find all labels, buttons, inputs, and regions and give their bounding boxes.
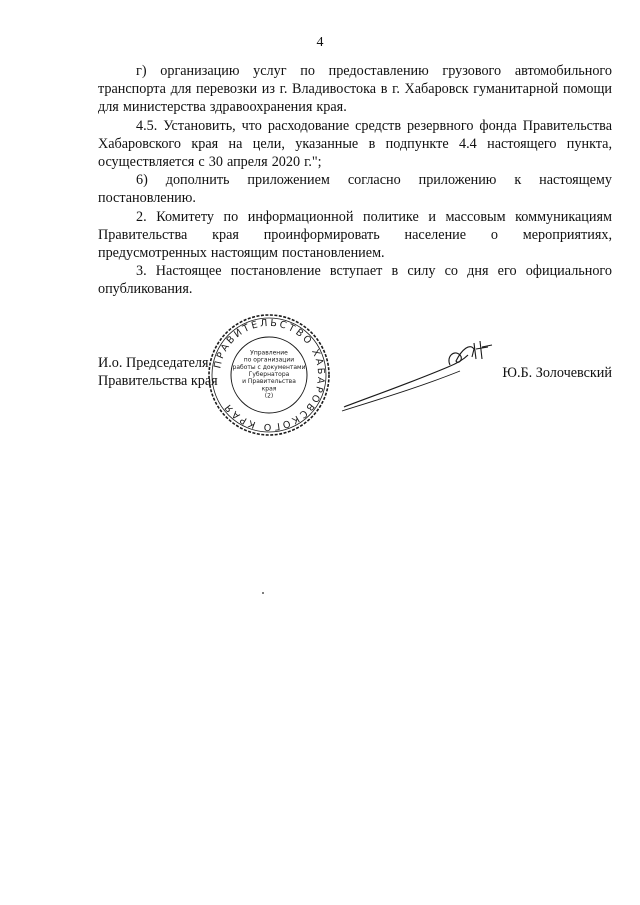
svg-text:ПРАВИТЕЛЬСТВО ХАБАРОВСКОГО КРА: ПРАВИТЕЛЬСТВО ХАБАРОВСКОГО КРАЯ	[212, 317, 327, 433]
official-seal	[206, 312, 332, 438]
svg-text:по организации: по организации	[243, 356, 295, 364]
signatory-position	[98, 354, 218, 390]
position-line: Правительства края	[98, 373, 218, 389]
svg-text:(2): (2)	[264, 392, 274, 400]
document-body	[98, 62, 612, 299]
svg-text:Управление: Управление	[250, 349, 288, 357]
svg-text:Губернатора: Губернатора	[248, 371, 290, 378]
paragraph: 6) дополнить приложением согласно приложению к настоящему постановлению.	[98, 172, 612, 207]
position-line: И.о. Председателя	[98, 355, 209, 371]
paragraph: 2. Комитету по информационной политике и массовым коммуникациям Правительства края проинформировать население о мероприятиях, предусмотренных настоящим постановлением.	[98, 208, 612, 262]
stray-dot	[262, 592, 264, 594]
page-number: 4	[316, 35, 324, 50]
svg-text:работы с документами: работы с документами	[232, 363, 306, 371]
paragraph: 4.5. Установить, что расходование средств резервного фонда Правительства Хабаровского края на цели, указанные в подпункте 4.4 настоящего пункта, осуществляется с 30 апреля 2020 г.";	[98, 117, 612, 171]
signatory-name: Ю.Б. Золочевский	[502, 365, 612, 381]
handwritten-signature	[340, 335, 500, 415]
paragraph: г) организацию услуг по предоставлению грузового автомобильного транспорта для перевозки из г. Владивостока в г. Хабаровск гуманитарной помощи для министерства здравоохранения края.	[98, 63, 612, 116]
svg-text:края: края	[261, 385, 277, 393]
paragraph: 3. Настоящее постановление вступает в силу со дня его официального опубликования.	[98, 263, 612, 298]
svg-text:и Правительства: и Правительства	[242, 378, 296, 386]
